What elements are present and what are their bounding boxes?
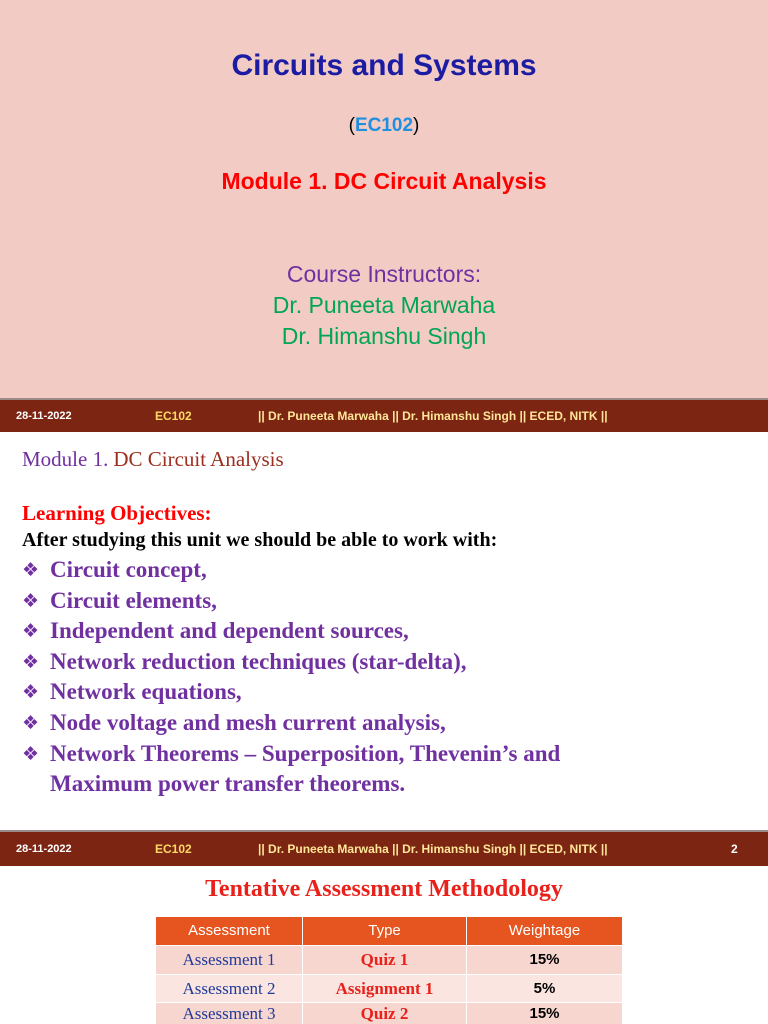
module-number: Module 1.: [22, 447, 109, 471]
slide-footer: [0, 830, 768, 866]
footer-course-code: EC102: [155, 409, 192, 423]
table-cell-type: Assignment 1: [303, 975, 466, 1002]
diamond-bullet-icon: ❖: [22, 681, 40, 704]
list-item: [22, 586, 560, 617]
course-title: Circuits and Systems: [231, 49, 537, 82]
list-item-text: Network reduction techniques (star-delta),: [50, 648, 467, 674]
list-item: [22, 616, 560, 647]
diamond-bullet-icon: ❖: [22, 742, 40, 765]
list-item: [22, 708, 560, 739]
table-cell-type: Quiz 2: [303, 1003, 466, 1024]
objectives-slide: [0, 432, 768, 830]
table-cell-weightage: 5%: [467, 975, 622, 1002]
module-name: DC Circuit Analysis: [113, 447, 284, 471]
objectives-list: [22, 555, 560, 800]
footer-date: 28-11-2022: [16, 843, 72, 855]
diamond-bullet-icon: ❖: [22, 589, 40, 612]
table-cell-assessment: Assessment 3: [156, 1003, 302, 1024]
list-item: [22, 677, 560, 708]
module-title: Module 1. DC Circuit Analysis: [221, 168, 547, 194]
list-item-line: Network Theorems – Superposition, Thevenin’s and: [50, 740, 561, 766]
list-item-text: [50, 739, 560, 800]
table-cell-weightage: 15%: [467, 946, 622, 974]
table-cell-assessment: Assessment 1: [156, 946, 302, 974]
instructor-name: Dr. Puneeta Marwaha: [272, 292, 496, 318]
list-item: [22, 555, 560, 586]
title-slide: [0, 0, 768, 398]
table-header-cell: Type: [303, 917, 466, 945]
list-item-line: Maximum power transfer theorems.: [50, 771, 406, 797]
code-close-paren: ): [413, 115, 420, 136]
table-cell-assessment: Assessment 2: [156, 975, 302, 1002]
course-code-line: [0, 113, 768, 139]
instructor-name: Dr. Himanshu Singh: [281, 323, 487, 349]
footer-page-number: 2: [731, 842, 738, 856]
table-cell-weightage: 15%: [467, 1003, 622, 1024]
list-item-text: Circuit elements,: [50, 587, 217, 613]
module-heading: [22, 447, 284, 471]
objectives-intro: After studying this unit we should be able to work with:: [22, 529, 498, 551]
list-item-text: Node voltage and mesh current analysis,: [50, 709, 446, 735]
diamond-bullet-icon: ❖: [22, 620, 40, 643]
instructors-label: Course Instructors:: [286, 261, 482, 287]
list-item: [22, 647, 560, 678]
table-header-cell: Assessment: [156, 917, 302, 945]
assessment-slide: [0, 866, 768, 1024]
course-code: EC102: [354, 115, 414, 136]
diamond-bullet-icon: ❖: [22, 650, 40, 673]
footer-date: 28-11-2022: [16, 410, 72, 422]
assessment-title: Tentative Assessment Methodology: [205, 876, 563, 902]
slide-footer: [0, 398, 768, 432]
diamond-bullet-icon: ❖: [22, 559, 40, 581]
list-item-text: Independent and dependent sources,: [50, 618, 409, 644]
list-item: [22, 739, 560, 800]
footer-attribution: || Dr. Puneeta Marwaha || Dr. Himanshu Singh || ECED, NITK ||: [258, 409, 608, 423]
assessment-table: [156, 917, 622, 1024]
table-cell-type: Quiz 1: [303, 946, 466, 974]
footer-course-code: EC102: [155, 842, 192, 856]
code-open-paren: (: [348, 115, 355, 136]
learning-objectives-heading: Learning Objectives:: [22, 501, 212, 525]
diamond-bullet-icon: ❖: [22, 711, 40, 734]
footer-attribution: || Dr. Puneeta Marwaha || Dr. Himanshu Singh || ECED, NITK ||: [258, 842, 608, 856]
list-item-text: Network equations,: [50, 679, 242, 705]
list-item-text: Circuit concept,: [50, 557, 207, 582]
table-header-cell: Weightage: [467, 917, 622, 945]
